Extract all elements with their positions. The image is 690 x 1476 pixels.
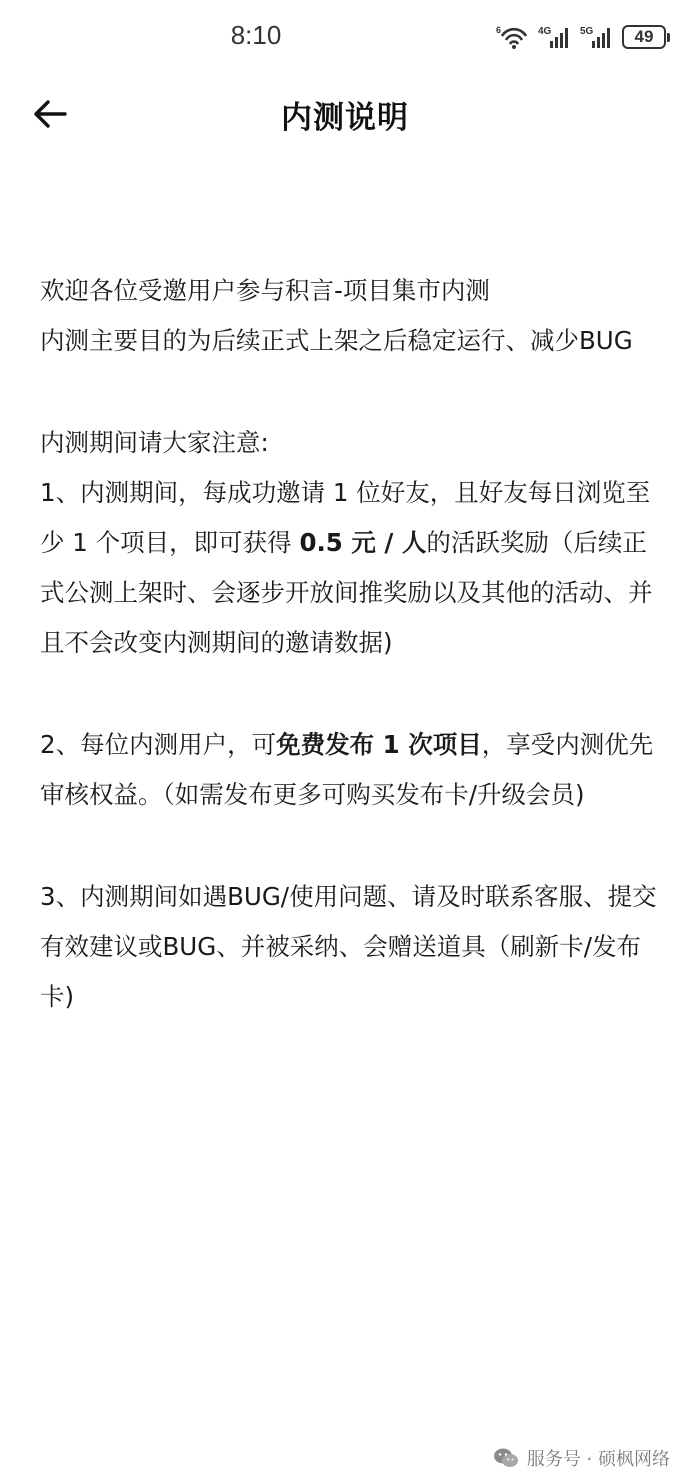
wechat-icon	[493, 1447, 519, 1469]
notice-item-2	[40, 720, 658, 820]
battery-level: 49	[634, 27, 654, 46]
watermark-text: 服务号 · 硕枫网络	[526, 1449, 670, 1470]
watermark	[493, 1444, 670, 1472]
wifi-label: 6	[496, 25, 502, 35]
content	[40, 266, 658, 1022]
wifi-icon	[496, 24, 528, 50]
signal-icon-2	[580, 24, 612, 50]
status-icons	[496, 22, 666, 52]
notice-item-2-text-a: 2、每位内测用户，可	[40, 730, 277, 759]
spacer	[40, 820, 658, 872]
spacer	[40, 366, 658, 418]
notice-heading: 内测期间请大家注意:	[40, 428, 269, 457]
signal-icon	[538, 24, 570, 50]
battery-icon	[622, 25, 666, 49]
intro-line-2: 内测主要目的为后续正式上架之后稳定运行、减少BUG	[40, 326, 633, 355]
page-title: 内测说明	[281, 100, 409, 136]
header	[0, 76, 690, 152]
spacer	[40, 668, 658, 720]
status-bar	[0, 0, 690, 76]
notice-item-2-highlight: 免费发布 1 次项目	[276, 730, 482, 759]
notice-item-1	[40, 468, 658, 668]
signal2-label: 5G	[580, 26, 594, 37]
notice-item-1-text-a: 1、内测期间，每成功邀请 1 位好友，且好友每日浏览至少 1 个项目，即可获得	[40, 478, 651, 557]
notice-item-1-text-b: 的活跃奖励（后续正式公测上架时、会逐步开放间推奖励以及其他的活动、并且不会改变内测期间的邀请数据)	[40, 528, 653, 657]
notice-item-2-text-b: ，享受内测优先审核权益。（如需发布更多可购买发布卡/升级会员)	[40, 730, 654, 809]
status-time: 8:10	[230, 20, 282, 50]
signal1-label: 4G	[538, 26, 552, 37]
notice-item-3: 3、内测期间如遇BUG/使用问题、请及时联系客服、提交有效建议或BUG、并被采纳、会赠送道具（刷新卡/发布卡)	[40, 882, 657, 1011]
intro-line-1: 欢迎各位受邀用户参与积言-项目集市内测	[40, 276, 490, 305]
notice-item-1-reward: 0.5 元 / 人	[299, 528, 427, 557]
